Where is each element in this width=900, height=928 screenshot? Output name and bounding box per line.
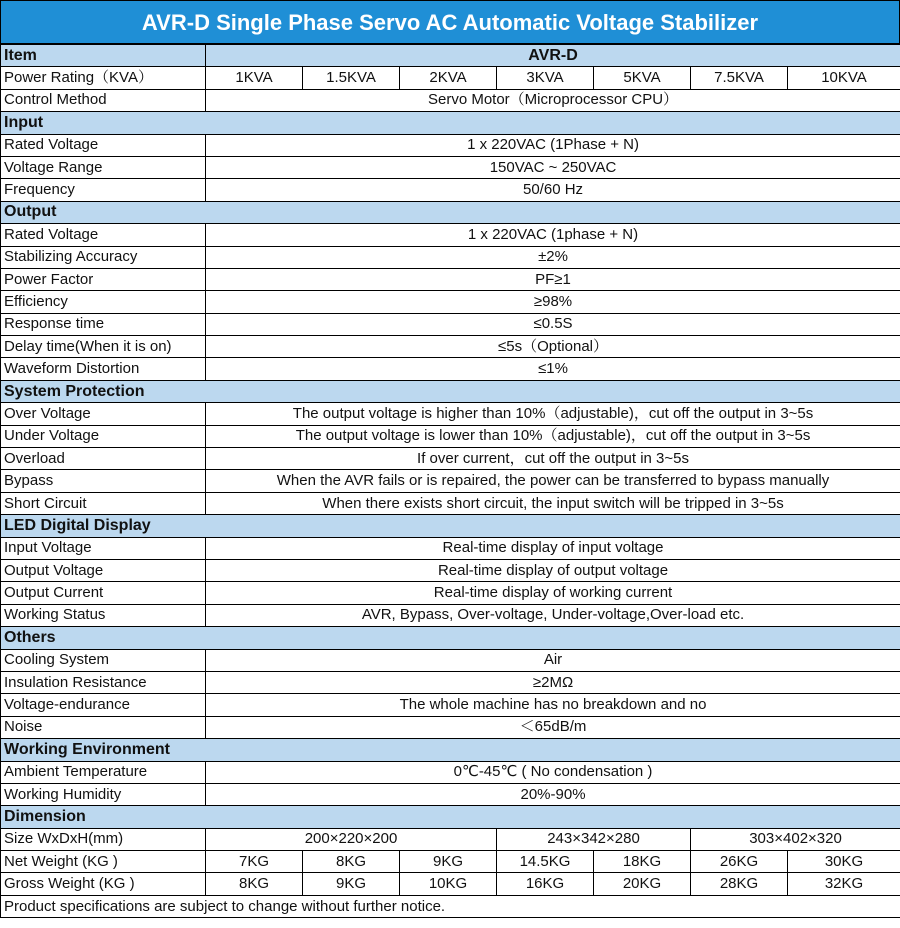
spec-row-output-current <box>1 582 900 604</box>
power-rating-row <box>1 67 900 89</box>
spec-row-noise <box>1 716 900 738</box>
section-heading: System Protection <box>1 380 900 402</box>
row-label: Response time <box>1 313 206 335</box>
row-value: The output voltage is lower than 10%（adjustable)，cut off the output in 3~5s <box>206 425 900 447</box>
section-others <box>1 627 900 649</box>
spec-row-frequency <box>1 179 900 201</box>
row-value: Real-time display of output voltage <box>206 559 900 581</box>
spec-row-efficiency <box>1 291 900 313</box>
spec-row-working-humidity <box>1 783 900 805</box>
row-value: ≥98% <box>206 291 900 313</box>
spec-row-output-voltage <box>1 559 900 581</box>
spec-row-overload <box>1 448 900 470</box>
power-rating-value: 7.5KVA <box>691 67 788 89</box>
header-row <box>1 45 900 67</box>
net-weight-value: 30KG <box>788 851 900 873</box>
row-label: Power Rating（KVA） <box>1 67 206 89</box>
spec-table <box>0 44 900 918</box>
row-label: Under Voltage <box>1 425 206 447</box>
row-label: Working Status <box>1 604 206 626</box>
row-value: If over current，cut off the output in 3~5s <box>206 448 900 470</box>
spec-row-cooling-system <box>1 649 900 671</box>
spec-row-rated-voltage <box>1 224 900 246</box>
row-label: Control Method <box>1 89 206 111</box>
size-value: 200×220×200 <box>206 828 497 850</box>
row-value: Real-time display of working current <box>206 582 900 604</box>
power-rating-value: 1.5KVA <box>303 67 400 89</box>
row-label: Noise <box>1 716 206 738</box>
gross-weight-row <box>1 873 900 895</box>
footnote: Product specifications are subject to change without further notice. <box>1 895 900 917</box>
section-heading: Dimension <box>1 806 900 828</box>
gross-weight-value: 28KG <box>691 873 788 895</box>
row-value: When there exists short circuit, the input switch will be tripped in 3~5s <box>206 492 900 514</box>
row-value: 150VAC ~ 250VAC <box>206 156 900 178</box>
spec-row-response-time <box>1 313 900 335</box>
row-value: 1 x 220VAC (1Phase + N) <box>206 134 900 156</box>
gross-weight-value: 8KG <box>206 873 303 895</box>
section-dimension <box>1 806 900 828</box>
power-rating-value: 1KVA <box>206 67 303 89</box>
spec-row-voltage-range <box>1 156 900 178</box>
row-label: Gross Weight (KG ) <box>1 873 206 895</box>
row-label: Size WxDxH(mm) <box>1 828 206 850</box>
net-weight-value: 9KG <box>400 851 497 873</box>
row-value: Servo Motor（Microprocessor CPU） <box>206 89 900 111</box>
spec-row-over-voltage <box>1 403 900 425</box>
row-value: Air <box>206 649 900 671</box>
row-value: PF≥1 <box>206 268 900 290</box>
section-heading: LED Digital Display <box>1 515 900 537</box>
spec-row-short-circuit <box>1 492 900 514</box>
gross-weight-value: 10KG <box>400 873 497 895</box>
header-model-label: AVR-D <box>206 45 900 67</box>
section-input <box>1 112 900 134</box>
row-label: Ambient Temperature <box>1 761 206 783</box>
row-value: 50/60 Hz <box>206 179 900 201</box>
spec-row-stabilizing-accuracy <box>1 246 900 268</box>
row-value: ≤0.5S <box>206 313 900 335</box>
power-rating-value: 2KVA <box>400 67 497 89</box>
row-label: Short Circuit <box>1 492 206 514</box>
spec-row-working-status <box>1 604 900 626</box>
gross-weight-value: 16KG <box>497 873 594 895</box>
gross-weight-value: 9KG <box>303 873 400 895</box>
power-rating-value: 3KVA <box>497 67 594 89</box>
spec-row-input-voltage <box>1 537 900 559</box>
row-label: Working Humidity <box>1 783 206 805</box>
row-value: ≤1% <box>206 358 900 380</box>
row-value: 1 x 220VAC (1phase + N) <box>206 224 900 246</box>
spec-row-ambient-temperature <box>1 761 900 783</box>
spec-row-rated-voltage <box>1 134 900 156</box>
section-heading: Others <box>1 627 900 649</box>
row-value: The output voltage is higher than 10%（adjustable)，cut off the output in 3~5s <box>206 403 900 425</box>
header-item-label: Item <box>1 45 206 67</box>
net-weight-row <box>1 851 900 873</box>
row-value: The whole machine has no breakdown and no <box>206 694 900 716</box>
net-weight-value: 14.5KG <box>497 851 594 873</box>
row-label: Output Voltage <box>1 559 206 581</box>
spec-row-waveform-distortion <box>1 358 900 380</box>
row-label: Voltage-endurance <box>1 694 206 716</box>
row-label: Rated Voltage <box>1 134 206 156</box>
footnote-row <box>1 895 900 917</box>
spec-row-under-voltage <box>1 425 900 447</box>
row-label: Power Factor <box>1 268 206 290</box>
spec-row-voltage-endurance <box>1 694 900 716</box>
section-heading: Working Environment <box>1 739 900 761</box>
row-value: Real-time display of input voltage <box>206 537 900 559</box>
row-value: AVR, Bypass, Over-voltage, Under-voltage,Over-load etc. <box>206 604 900 626</box>
row-value: ≥2MΩ <box>206 671 900 693</box>
row-label: Efficiency <box>1 291 206 313</box>
section-heading: Output <box>1 201 900 223</box>
row-label: Insulation Resistance <box>1 671 206 693</box>
net-weight-value: 7KG <box>206 851 303 873</box>
spec-row-power-factor <box>1 268 900 290</box>
row-value: 20%-90% <box>206 783 900 805</box>
row-label: Input Voltage <box>1 537 206 559</box>
power-rating-value: 5KVA <box>594 67 691 89</box>
row-label: Voltage Range <box>1 156 206 178</box>
size-row <box>1 828 900 850</box>
row-value: ±2% <box>206 246 900 268</box>
gross-weight-value: 20KG <box>594 873 691 895</box>
row-label: Frequency <box>1 179 206 201</box>
page-title: AVR-D Single Phase Servo AC Automatic Voltage Stabilizer <box>0 0 900 44</box>
row-value: ＜65dB/m <box>206 716 900 738</box>
section-system-protection <box>1 380 900 402</box>
row-label: Cooling System <box>1 649 206 671</box>
section-heading: Input <box>1 112 900 134</box>
net-weight-value: 18KG <box>594 851 691 873</box>
row-label: Stabilizing Accuracy <box>1 246 206 268</box>
row-label: Rated Voltage <box>1 224 206 246</box>
row-label: Bypass <box>1 470 206 492</box>
row-label: Net Weight (KG ) <box>1 851 206 873</box>
control-method-row <box>1 89 900 111</box>
gross-weight-value: 32KG <box>788 873 900 895</box>
net-weight-value: 26KG <box>691 851 788 873</box>
spec-row-bypass <box>1 470 900 492</box>
section-working-environment <box>1 739 900 761</box>
size-value: 303×402×320 <box>691 828 900 850</box>
row-label: Overload <box>1 448 206 470</box>
row-label: Over Voltage <box>1 403 206 425</box>
size-value: 243×342×280 <box>497 828 691 850</box>
row-value: 0℃-45℃ ( No condensation ) <box>206 761 900 783</box>
row-label: Delay time(When it is on) <box>1 336 206 358</box>
spec-row-delay-time-when-it-is-on <box>1 336 900 358</box>
net-weight-value: 8KG <box>303 851 400 873</box>
power-rating-value: 10KVA <box>788 67 900 89</box>
row-label: Output Current <box>1 582 206 604</box>
spec-row-insulation-resistance <box>1 671 900 693</box>
row-label: Waveform Distortion <box>1 358 206 380</box>
row-value: When the AVR fails or is repaired, the power can be transferred to bypass manually <box>206 470 900 492</box>
section-led-digital-display <box>1 515 900 537</box>
section-output <box>1 201 900 223</box>
row-value: ≤5s（Optional） <box>206 336 900 358</box>
